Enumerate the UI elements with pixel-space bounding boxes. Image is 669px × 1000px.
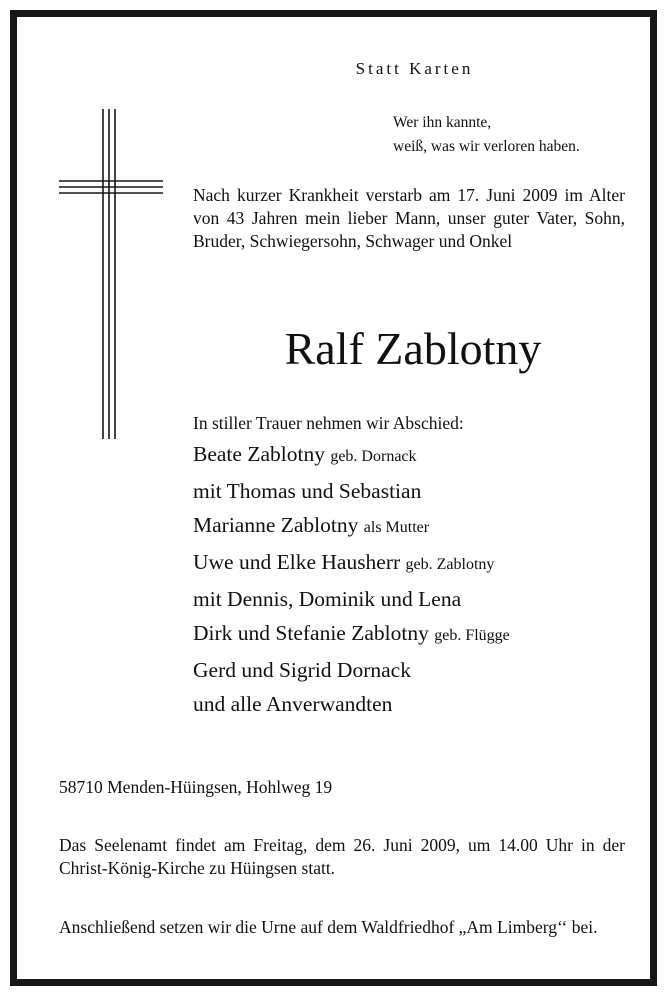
mourner-name: Gerd und Sigrid Dornack — [193, 658, 411, 682]
mourner-name: mit Dennis, Dominik und Lena — [193, 587, 462, 611]
card-header: Statt Karten — [355, 59, 474, 78]
obituary-card — [10, 10, 657, 986]
family-address: 58710 Menden-Hüingsen, Hohlweg 19 — [59, 777, 333, 797]
mourner-name: Marianne Zablotny — [193, 513, 359, 537]
deceased-name: Ralf Zablotny — [284, 323, 542, 374]
mourner-note: als Mutter — [363, 519, 430, 536]
mourner-line — [193, 616, 633, 653]
mourner-name: Beate Zablotny — [193, 442, 325, 466]
quote-line-1: Wer ihn kannte, — [393, 114, 492, 131]
mourner-line — [193, 582, 633, 616]
cross-icon — [59, 109, 169, 439]
mourner-note: geb. Dornack — [330, 448, 417, 465]
requiem-service-text: Das Seelenamt findet am Freitag, dem 26. Juni 2009, um 14.00 Uhr in der Christ-König-Kirche zu Hüingsen statt. — [59, 835, 625, 878]
mourner-line — [193, 474, 633, 508]
mourner-line — [193, 508, 633, 545]
mourner-line — [193, 545, 633, 582]
mourner-name: mit Thomas und Sebastian — [193, 479, 422, 503]
mourning-label: In stiller Trauer nehmen wir Abschied: — [193, 413, 464, 433]
urn-burial-text: Anschließend setzen wir die Urne auf dem Waldfriedhof „Am Limberg‘‘ bei. — [59, 917, 598, 937]
mourner-line — [193, 653, 633, 687]
death-announcement-text: Nach kurzer Krankheit verstarb am 17. Juni 2009 im Alter von 43 Jahren mein lieber Mann, unser guter Vater, Sohn, Bruder, Schwiegersohn, Schwager und Onkel — [193, 185, 625, 251]
epigraph-quote — [393, 111, 633, 159]
quote-line-2: weiß, was wir verloren haben. — [393, 138, 580, 155]
mourner-name: Dirk und Stefanie Zablotny — [193, 621, 429, 645]
mourner-note: geb. Flügge — [434, 627, 510, 644]
mourner-note: geb. Zablotny — [405, 556, 495, 573]
mourners-list — [193, 437, 633, 721]
mourner-line — [193, 437, 633, 474]
mourner-name: Uwe und Elke Hausherr — [193, 550, 401, 574]
mourner-name: und alle Anverwandten — [193, 692, 393, 716]
mourner-line — [193, 687, 633, 721]
